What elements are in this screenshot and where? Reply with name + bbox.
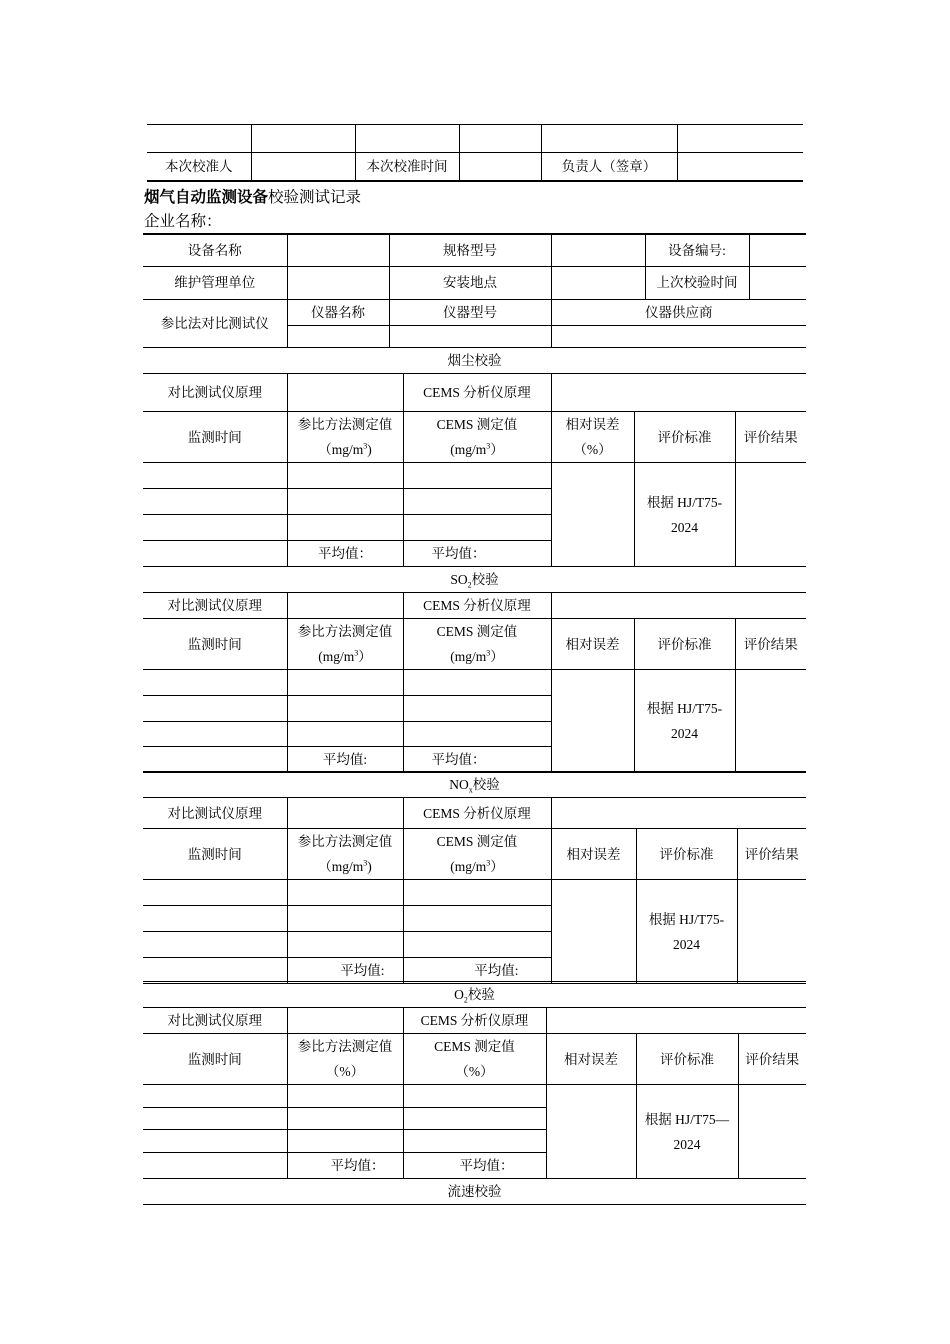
ref-average: 平均值： [287,541,403,567]
ref-cell[interactable] [287,1130,403,1153]
result-header: 评价结果 [738,1034,806,1085]
cems-value-header [403,619,551,670]
compare-principle-label: 对比测试仪原理 [143,1008,287,1034]
monitor-time-header: 监测时间 [143,412,287,463]
compare-principle-value[interactable] [287,593,403,619]
so2-suffix: 校验 [471,572,499,587]
ref-average: 平均值： [287,1153,403,1179]
ref-value-header [287,412,403,463]
flow-section-title: 流速校验 [143,1179,806,1205]
unit-open: (mg/m [450,649,487,664]
so2-section-table [143,566,806,773]
rel-error-cell[interactable] [551,463,634,567]
cems-cell[interactable] [403,1108,546,1130]
signoff-cell[interactable] [677,125,803,153]
cems-principle-label: CEMS 分析仪原理 [403,374,551,412]
time-cell[interactable] [143,722,287,747]
cems-average: 平均值： [403,541,551,567]
signoff-cell[interactable] [251,125,355,153]
time-cell[interactable] [143,1130,287,1153]
maintain-unit-value[interactable] [287,266,389,299]
device-no-label: 设备编号: [645,234,749,266]
rel-error-label: 相对误差 [565,417,620,432]
criterion-header: 评价标准 [636,1034,738,1085]
cems-principle-value[interactable] [551,374,806,412]
so2-subscript: 2 [467,580,472,590]
unit-sup: 3 [363,441,368,451]
instr-name-label: 仪器名称 [287,299,389,325]
unit-open: （mg/m [318,442,364,457]
ref-cell[interactable] [287,463,403,489]
ref-value-header [287,829,403,880]
instr-model-value[interactable] [389,325,551,347]
calibrator-value[interactable] [251,153,355,182]
result-header: 评价结果 [735,412,806,463]
time-cell[interactable] [143,932,287,958]
result-header: 评价结果 [737,829,806,880]
o2-subscript: 2 [463,995,468,1005]
result-cell[interactable] [738,1085,806,1179]
unit-sup: 3 [486,441,491,451]
dust-section-table [143,347,806,567]
cems-value-header [403,1034,546,1085]
o2-section-title [143,982,806,1008]
time-cell[interactable] [143,670,287,696]
cems-value-label: CEMS 测定值 [434,1039,515,1054]
ref-cell[interactable] [287,932,403,958]
cems-principle-value[interactable] [551,798,806,829]
standard-cell: 根据 HJ/T75—2024 [636,1085,738,1179]
signoff-cell[interactable] [147,125,251,153]
spec-model-value[interactable] [551,234,645,266]
result-cell[interactable] [737,880,806,984]
criterion-header: 评价标准 [634,412,735,463]
ref-cell[interactable] [287,696,403,722]
criterion-header: 评价标准 [634,619,735,670]
time-cell[interactable] [143,958,287,984]
o2-suffix: 校验 [467,987,495,1002]
rel-error-header [551,412,634,463]
device-no-value[interactable] [749,234,806,266]
nox-formula: NO [449,777,469,792]
signoff-cell[interactable] [541,125,677,153]
unit-close: ） [358,649,372,664]
ref-cell[interactable] [287,880,403,906]
time-cell[interactable] [143,1153,287,1179]
unit-close: ） [490,442,504,457]
standard-cell: 根据 HJ/T75-2024 [634,463,735,567]
cems-average: 平均值： [403,747,551,773]
instr-model-label: 仪器型号 [389,299,551,325]
ref-value-label: 参比方法测定值 [297,624,393,639]
unit-open: (mg/m [318,649,355,664]
unit-open: (mg/m [450,442,487,457]
equipment-info-table [143,233,806,348]
rel-error-cell[interactable] [551,670,634,773]
so2-formula: SO [450,572,468,587]
time-cell[interactable] [143,489,287,515]
cems-average: 平均值: [403,958,551,984]
rel-error-header: 相对误差 [551,829,636,880]
calibration-time-value[interactable] [459,153,541,182]
pct-unit: （%） [325,1064,365,1079]
time-cell[interactable] [143,1108,287,1130]
ref-cell[interactable] [287,489,403,515]
rel-error-cell[interactable] [551,880,636,984]
result-header: 评价结果 [735,619,806,670]
rel-error-header: 相对误差 [546,1034,636,1085]
cems-value-header [403,412,551,463]
signoff-cell[interactable] [355,125,459,153]
monitor-time-header: 监测时间 [143,1034,287,1085]
device-name-label: 设备名称 [143,234,287,266]
time-cell[interactable] [143,880,287,906]
title-light: 校验测试记录 [268,188,362,206]
signoff-cell[interactable] [459,125,541,153]
criterion-header: 评价标准 [636,829,737,880]
time-cell[interactable] [143,515,287,541]
cems-cell[interactable] [403,722,551,747]
o2-formula: O [454,987,464,1002]
ref-average: 平均值: [287,958,403,984]
cems-value-header [403,829,551,880]
pct-unit: （%） [455,1064,494,1079]
monitor-time-header: 监测时间 [143,829,287,880]
standard-cell: 根据 HJ/T75-2024 [636,880,737,984]
result-cell[interactable] [735,670,806,773]
o2-section-table [143,981,806,1205]
unit-open: （mg/m [318,859,364,874]
dust-section-title: 烟尘校验 [143,348,806,374]
unit-close: ） [490,859,504,874]
ref-cell[interactable] [287,670,403,696]
instr-name-value[interactable] [287,325,389,347]
time-cell[interactable] [143,463,287,489]
cems-cell[interactable] [403,515,551,541]
ref-cell[interactable] [287,906,403,932]
cems-cell[interactable] [403,670,551,696]
cems-principle-label: CEMS 分析仪原理 [403,798,551,829]
unit-open: (mg/m [450,859,487,874]
last-check-time-value[interactable] [749,266,806,299]
time-cell[interactable] [143,696,287,722]
rel-error-header: 相对误差 [551,619,634,670]
calibration-time-label: 本次校准时间 [355,153,459,182]
ref-average: 平均值: [287,747,403,773]
ref-cell[interactable] [287,1108,403,1130]
cems-principle-label: CEMS 分析仪原理 [403,1008,546,1034]
cems-value-label: CEMS 测定值 [436,417,518,432]
compare-principle-value[interactable] [287,1008,403,1034]
unit-close: ) [367,859,372,874]
ref-value-label: 参比方法测定值 [297,417,393,432]
nox-suffix: 校验 [472,777,500,792]
pct-unit: （%） [573,442,612,457]
cems-cell[interactable] [403,463,551,489]
result-cell[interactable] [735,463,806,567]
time-cell[interactable] [143,1085,287,1108]
title-bold: 烟气自动监测设备 [144,188,269,206]
responsible-value[interactable] [677,153,803,182]
unit-sup: 3 [363,858,368,868]
spec-model-label: 规格型号 [389,234,551,266]
ref-instrument-label: 参比法对比测试仪 [143,299,287,347]
instr-supplier-value[interactable] [551,325,806,347]
cems-cell[interactable] [403,489,551,515]
cems-principle-value[interactable] [546,1008,806,1034]
instr-supplier-label: 仪器供应商 [551,299,806,325]
nox-subscript: x [468,785,473,795]
ref-value-header [287,619,403,670]
cems-principle-label: CEMS 分析仪原理 [403,593,551,619]
document-title [144,185,361,207]
responsible-label: 负责人（签章） [541,153,677,182]
install-site-label: 安装地点 [389,266,551,299]
compare-principle-label: 对比测试仪原理 [143,593,287,619]
time-cell[interactable] [143,747,287,773]
ref-cell[interactable] [287,515,403,541]
cems-value-label: CEMS 测定值 [436,624,518,639]
maintain-unit-label: 维护管理单位 [143,266,287,299]
cems-cell[interactable] [403,1085,546,1108]
ref-cell[interactable] [287,1085,403,1108]
cems-value-label: CEMS 测定值 [436,834,518,849]
cems-cell[interactable] [403,1130,546,1153]
time-cell[interactable] [143,541,287,567]
nox-section-table [143,771,806,984]
cems-principle-value[interactable] [551,593,806,619]
standard-cell: 根据 HJ/T75-2024 [634,670,735,773]
calibrator-label: 本次校准人 [147,153,251,182]
ref-cell[interactable] [287,722,403,747]
cems-cell[interactable] [403,696,551,722]
unit-sup: 3 [486,648,491,658]
ref-value-label: 参比方法测定值 [297,834,393,849]
cems-cell[interactable] [403,932,551,958]
unit-sup: 3 [486,858,491,868]
ref-value-label: 参比方法测定值 [297,1039,393,1054]
cems-cell[interactable] [403,880,551,906]
compare-principle-value[interactable] [287,374,403,412]
signoff-table [147,124,803,182]
nox-section-title [143,772,806,798]
so2-section-title [143,567,806,593]
monitor-time-header: 监测时间 [143,619,287,670]
unit-close: ） [490,649,504,664]
company-name-label: 企业名称： [144,213,222,230]
compare-principle-value[interactable] [287,798,403,829]
time-cell[interactable] [143,906,287,932]
compare-principle-label: 对比测试仪原理 [143,374,287,412]
cems-average: 平均值： [403,1153,546,1179]
cems-cell[interactable] [403,906,551,932]
compare-principle-label: 对比测试仪原理 [143,798,287,829]
install-site-value[interactable] [551,266,645,299]
ref-value-header [287,1034,403,1085]
device-name-value[interactable] [287,234,389,266]
last-check-time-label: 上次校验时间 [645,266,749,299]
rel-error-cell[interactable] [546,1085,636,1179]
unit-sup: 3 [354,648,359,658]
unit-close: ) [367,442,372,457]
